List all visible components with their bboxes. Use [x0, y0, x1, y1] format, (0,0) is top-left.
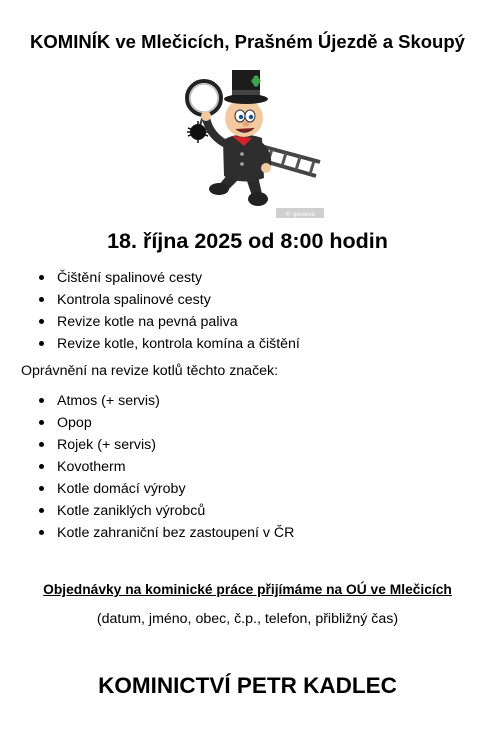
list-item: Opop: [38, 412, 294, 434]
list-item: Kotle domácí výroby: [38, 478, 294, 500]
list-item: Kotle zahraniční bez zastoupení v ČR: [38, 522, 294, 544]
list-item: Kontrola spalinové cesty: [38, 289, 300, 311]
orders-heading: Objednávky na kominické práce přijímáme na OÚ ve Mlečicích: [43, 582, 452, 597]
chimney-sweep-illustration: [178, 66, 328, 220]
brands-list: [38, 390, 294, 544]
list-item: Revize kotle, kontrola komína a čištění: [38, 333, 300, 355]
list-item: Rojek (+ servis): [38, 434, 294, 456]
list-item: Čištění spalinové cesty: [38, 267, 300, 289]
company-name: KOMINICTVÍ PETR KADLEC: [98, 673, 397, 698]
list-item: Atmos (+ servis): [38, 390, 294, 412]
event-date: 18. října 2025 od 8:00 hodin: [107, 229, 388, 253]
list-item: Revize kotle na pevná paliva: [38, 311, 300, 333]
list-item: Kovotherm: [38, 456, 294, 478]
list-item: Kotle zaniklých výrobců: [38, 500, 294, 522]
watermark-text: © gooeve: [285, 211, 315, 218]
top-hat-icon: [224, 70, 268, 104]
brands-intro: Oprávnění na revize kotlů těchto značek:: [21, 363, 279, 379]
page-title: KOMINÍK ve Mlečicích, Prašném Újezdě a Skoupý: [30, 31, 465, 52]
orders-details: (datum, jméno, obec, č.p., telefon, přibližný čas): [96, 611, 399, 627]
services-list: [38, 267, 300, 355]
